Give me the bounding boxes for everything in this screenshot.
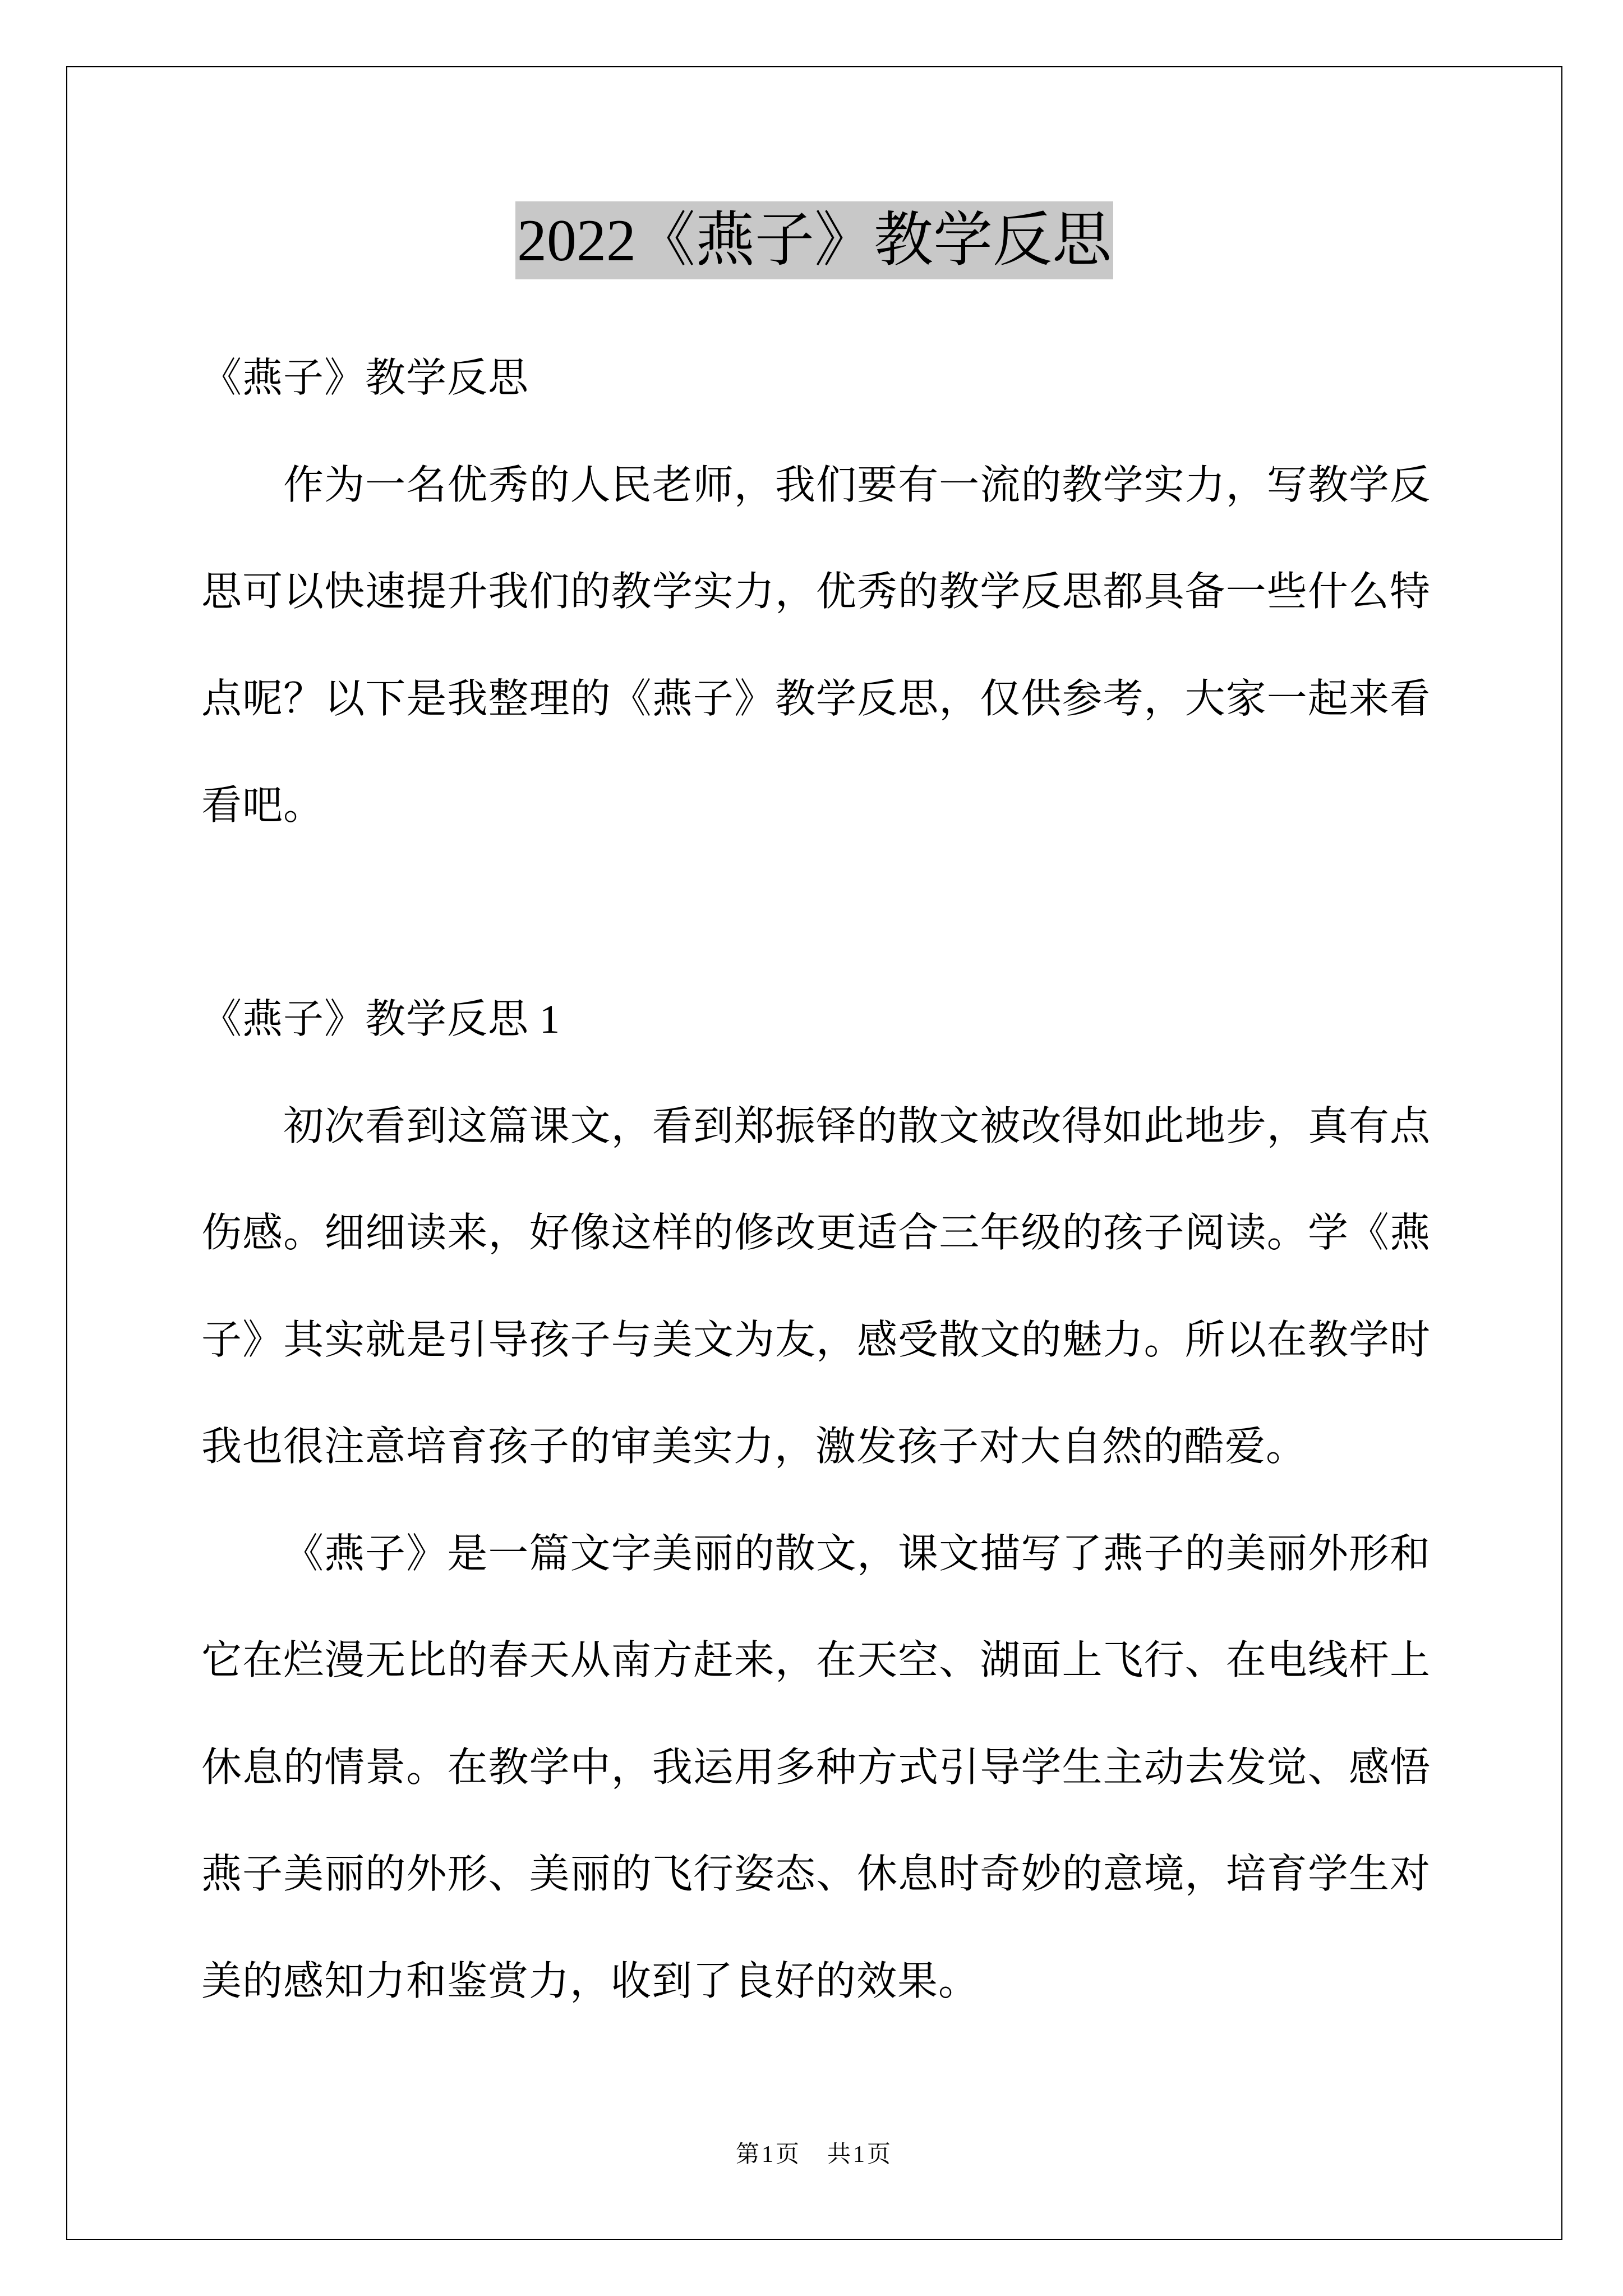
body-line: 燕子美丽的外形、美丽的飞行姿态、休息时奇妙的意境，培育学生对 <box>201 1852 1430 1897</box>
body-line: 它在烂漫无比的春天从南方赶来，在天空、湖面上飞行、在电线杆上 <box>201 1638 1430 1683</box>
body-line: 休息的情景。在教学中，我运用多种方式引导学生主动去发觉、感悟 <box>201 1745 1430 1790</box>
body-line: 我也很注意培育孩子的审美实力，激发孩子对大自然的酷爱。 <box>201 1424 1307 1469</box>
section-heading: 《燕子》教学反思 1 <box>201 997 561 1042</box>
body-line: 美的感知力和鉴赏力，收到了良好的效果。 <box>201 1958 980 2004</box>
body-line: 思可以快速提升我们的教学实力，优秀的教学反思都具备一些什么特 <box>201 569 1430 614</box>
page-footer: 第1页 共1页 <box>735 2142 893 2168</box>
document-body <box>201 325 1430 2035</box>
document-title-wrap <box>66 201 1562 279</box>
body-line: 看吧。 <box>201 783 325 828</box>
body-line: 伤感。细细读来，好像这样的修改更适合三年级的孩子阅读。学《燕 <box>201 1211 1430 1255</box>
body-line: 作为一名优秀的人民老师，我们要有一流的教学实力，写教学反 <box>283 462 1430 508</box>
body-line: 子》其实就是引导孩子与美文为友，感受散文的魅力。所以在教学时 <box>201 1317 1430 1363</box>
blank-line <box>201 859 1430 967</box>
body-line: 《燕子》是一篇文字美丽的散文，课文描写了燕子的美丽外形和 <box>283 1531 1430 1576</box>
document-title: 2022《燕子》教学反思 <box>515 201 1113 279</box>
body-line: 点呢？以下是我整理的《燕子》教学反思，仅供参考，大家一起来看 <box>201 676 1430 721</box>
section-heading: 《燕子》教学反思 <box>201 356 529 401</box>
body-line: 初次看到这篇课文，看到郑振铎的散文被改得如此地步，真有点 <box>283 1103 1430 1149</box>
